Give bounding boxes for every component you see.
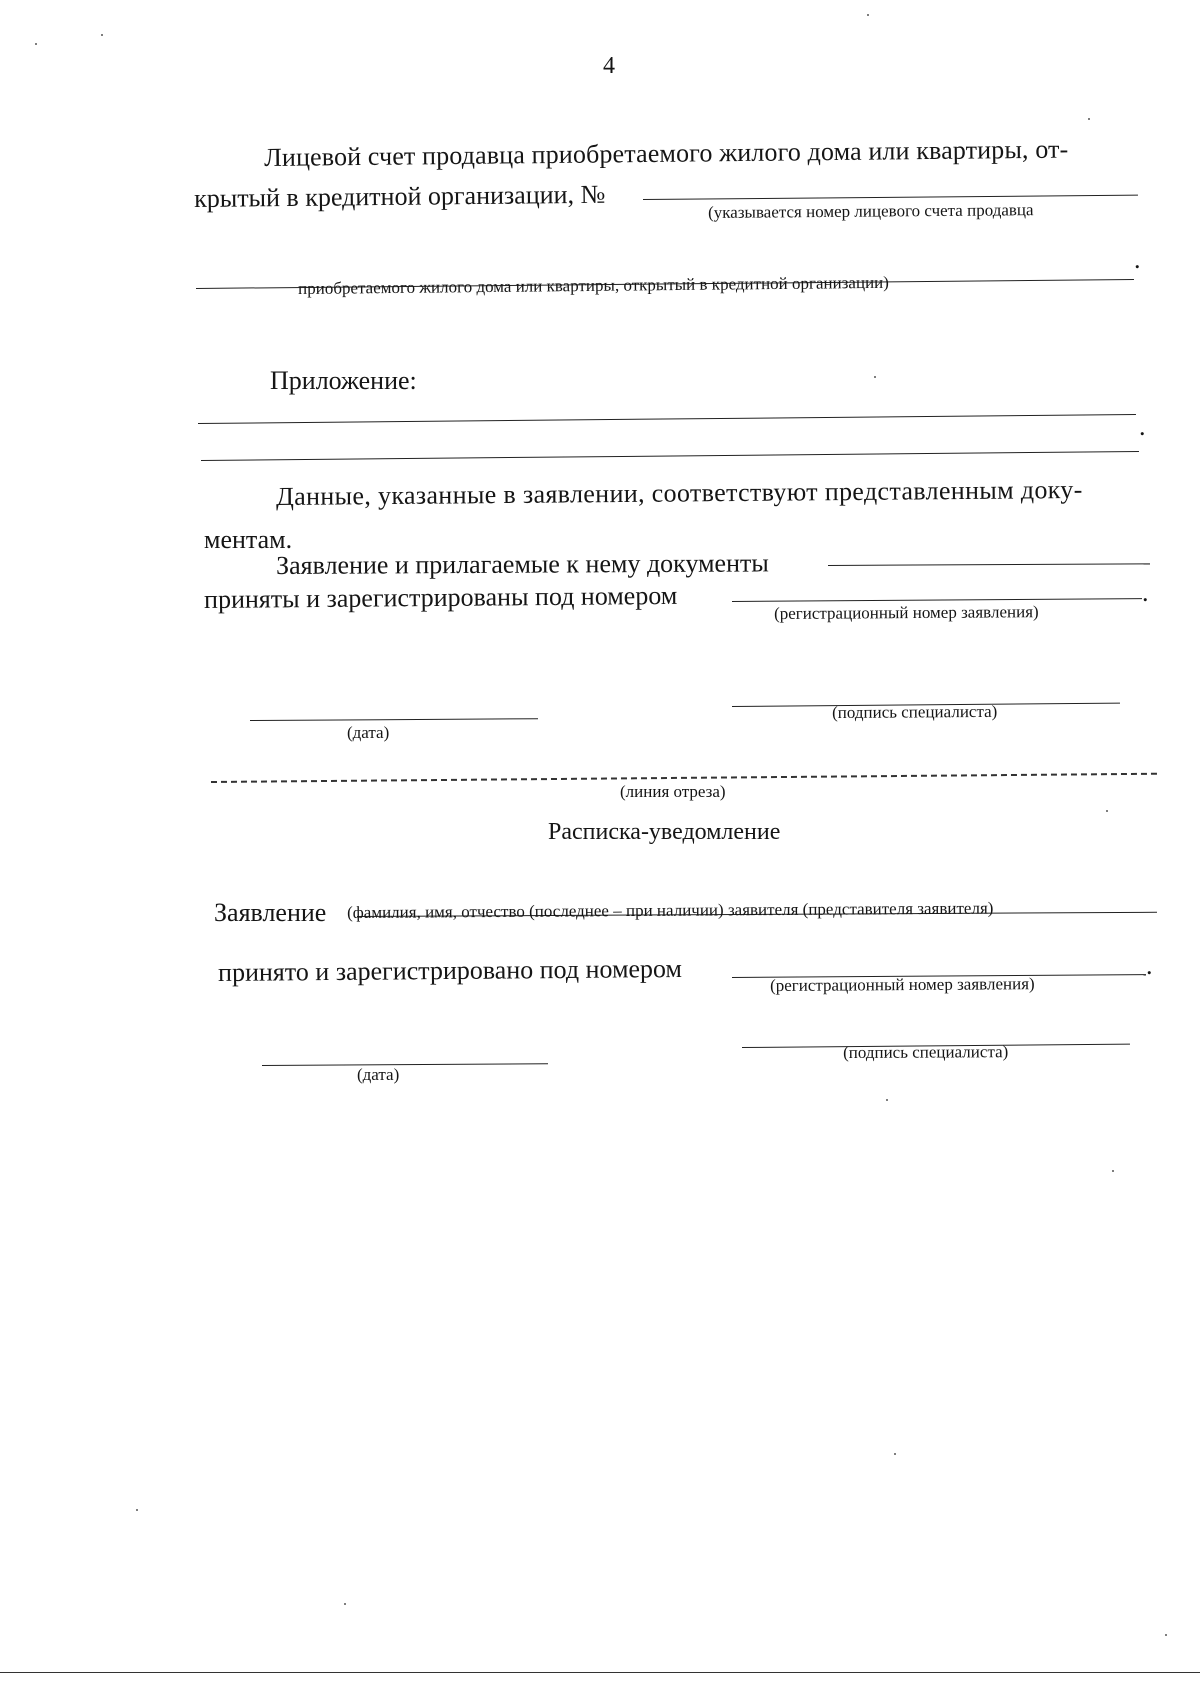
scan-speck	[1112, 1170, 1114, 1172]
page-number: 4	[603, 53, 615, 79]
appendix-field-line-2[interactable]	[201, 451, 1139, 461]
scan-speck	[894, 1453, 896, 1455]
receipt-application-label: Заявление	[214, 898, 327, 927]
confirmation-line-1: Данные, указанные в заявлении, соответствуют представленным доку-	[275, 474, 1083, 511]
scan-speck	[101, 34, 103, 36]
account-text-line-2: крытый в кредитной организации, №	[193, 179, 606, 213]
scan-speck	[1106, 810, 1108, 812]
date-caption: (дата)	[347, 723, 390, 742]
account-number-field-line[interactable]	[643, 195, 1138, 200]
appendix-field-line-1[interactable]	[198, 414, 1136, 424]
date-field-line[interactable]	[250, 718, 538, 721]
receipt-registration-hint: (регистрационный номер заявления)	[769, 974, 1035, 995]
account-text-line-1: Лицевой счет продавца приобретаемого жилого дома или квартиры, от-	[263, 134, 1069, 172]
applicant-hint: (фамилия, имя, отчество (последнее – при наличии) заявителя (представителя заявителя)	[346, 898, 994, 922]
receipt-date-field-line[interactable]	[262, 1063, 548, 1066]
scan-speck	[344, 1603, 346, 1605]
scan-bottom-edge	[0, 1672, 1200, 1673]
receipt-period: .	[1146, 951, 1153, 980]
scan-speck	[874, 376, 876, 378]
confirmation-line-2: ментам.	[204, 525, 293, 554]
receipt-signature-caption: (подпись специалиста)	[842, 1042, 1009, 1062]
appendix-label: Приложение:	[270, 366, 417, 395]
scan-speck	[1088, 118, 1090, 120]
scan-speck	[867, 14, 869, 16]
cut-line-caption: (линия отреза)	[620, 782, 726, 801]
account-hint-line-2: приобретаемого жилого дома или квартиры, открытый в кредитной организации)	[297, 272, 889, 298]
registration-number-field-line[interactable]	[732, 598, 1142, 602]
receipt-title: Расписка-уведомление	[548, 819, 781, 845]
confirmation-period: .	[1142, 578, 1149, 607]
scan-speck	[886, 1099, 888, 1101]
scan-speck	[136, 1509, 138, 1511]
registration-number-hint: (регистрационный номер заявления)	[773, 602, 1039, 623]
confirmation-line-3: Заявление и прилагаемые к нему документы	[275, 548, 769, 580]
receipt-date-caption: (дата)	[357, 1065, 400, 1084]
confirmation-line-4: приняты и зарегистрированы под номером	[203, 580, 678, 614]
appendix-period: .	[1139, 412, 1146, 441]
account-period: .	[1134, 245, 1141, 274]
receipt-registered-text: принято и зарегистрировано под номером	[217, 953, 683, 987]
signature-caption: (подпись специалиста)	[831, 701, 998, 722]
documents-field-line[interactable]	[828, 563, 1150, 566]
scan-speck	[1165, 1634, 1167, 1636]
account-hint-line-1: (указывается номер лицевого счета продавца	[707, 200, 1034, 222]
scan-speck	[35, 43, 37, 45]
